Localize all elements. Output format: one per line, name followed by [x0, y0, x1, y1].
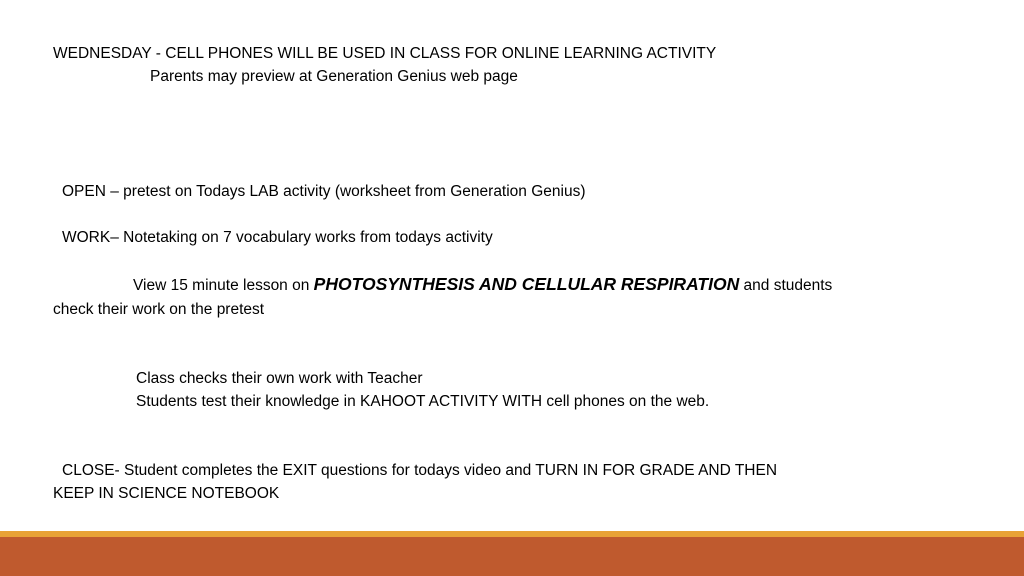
class-checks-line: Class checks their own work with Teacher: [136, 370, 423, 387]
header-line-1: WEDNESDAY - CELL PHONES WILL BE USED IN CLASS FOR ONLINE LEARNING ACTIVITY: [53, 45, 717, 62]
view-prefix: View 15 minute lesson on: [133, 277, 314, 294]
header-line-2: Parents may preview at Generation Genius web page: [150, 68, 518, 85]
view-emphasis: PHOTOSYNTHESIS AND CELLULAR RESPIRATION: [313, 274, 740, 294]
work-line: WORK– Notetaking on 7 vocabulary works from todays activity: [62, 229, 493, 246]
students-test-line: Students test their knowledge in KAHOOT ACTIVITY WITH cell phones on the web.: [136, 393, 710, 410]
view-lesson-line: [133, 273, 832, 297]
view-lesson-line-2: check their work on the pretest: [53, 301, 265, 318]
view-suffix: and students: [739, 277, 833, 294]
close-line-2: KEEP IN SCIENCE NOTEBOOK: [53, 485, 280, 502]
open-line: OPEN – pretest on Todays LAB activity (worksheet from Generation Genius): [62, 183, 586, 200]
footer-bar: [0, 537, 1024, 576]
close-line-1: CLOSE- Student completes the EXIT questions for todays video and TURN IN FOR GRADE AND THEN: [62, 462, 778, 479]
